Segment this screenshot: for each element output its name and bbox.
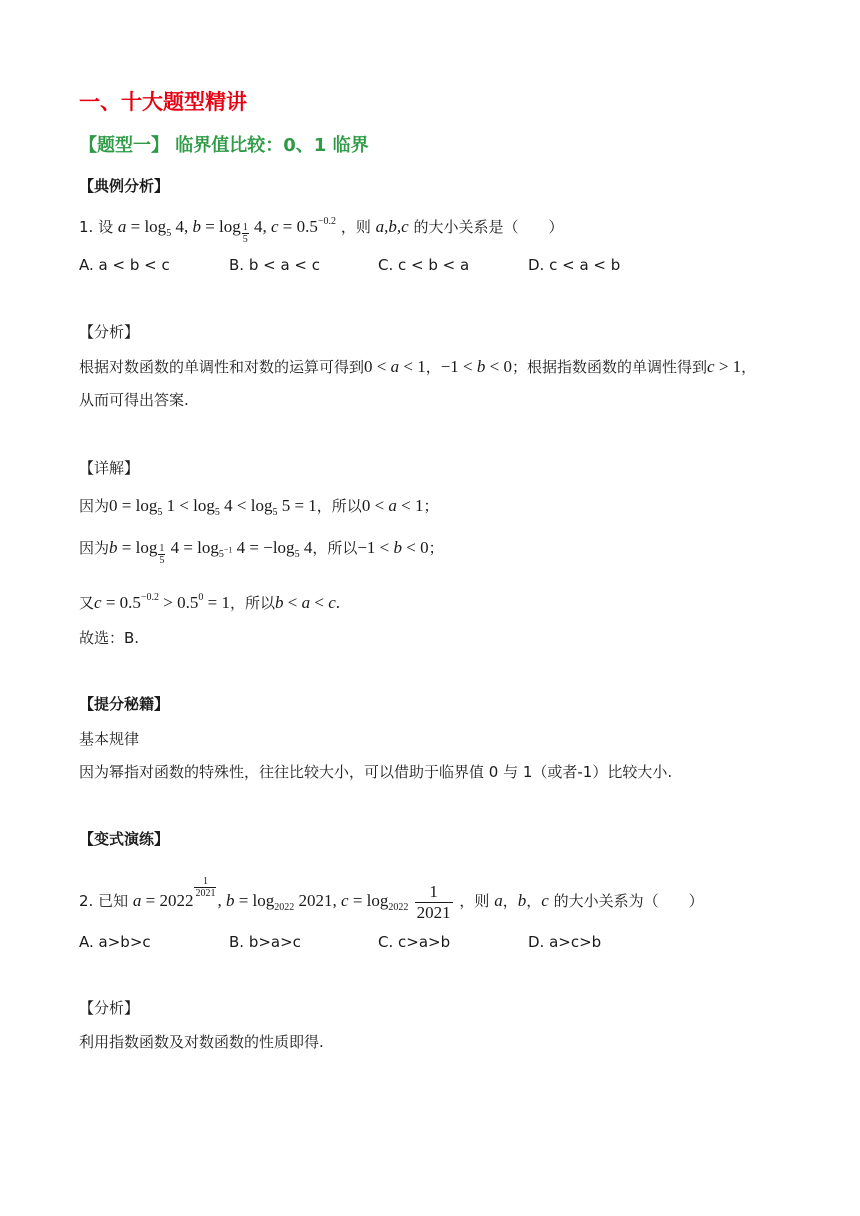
question-1: 1. 设 $a = \log_5 4$, b = log $\frac{1}{5}$ 4, $c = 0.5^{-0.2}$ ，则 a,b,c 的大小关系是（ ） <box>79 216 564 245</box>
section-analysis: 【分析】 <box>79 323 140 341</box>
question-1-prefix: 1. 设 <box>79 218 114 236</box>
question-1-formula: $a = \log_5 4$, b = log $\frac{1}{5}$ 4, $c = 0.5^{-0.2}$ <box>117 216 337 245</box>
question-type-title: 【题型一】 临界值比较：0、1 临界 <box>79 135 369 156</box>
q1-option-c[interactable]: C. c < b < a <box>378 256 470 274</box>
section-tips: 【提分秘籍】 <box>79 695 170 713</box>
chapter-heading: 一、十大题型精讲 <box>79 90 247 114</box>
q1-option-d[interactable]: D. c < a < b <box>528 256 621 274</box>
question-2-prefix: 2. 已知 <box>79 892 129 910</box>
question-2-formula: a = 2022 $\frac{1}{2021}$ , $b = \log_{2022} 2021$, $c = \log_{2022}$ $\frac{1}{2021}$ <box>132 876 451 922</box>
q2-option-d[interactable]: D. a>c>b <box>528 933 602 951</box>
detail-line-3: 又$c = 0.5^{-0.2} > 0.5^0 = 1$，所以b < a < c. <box>79 592 340 612</box>
detail-line-1: 因为$0 = \log_5 1 < \log_5 4 < \log_5 5 = 1$，所以0 < a < 1； <box>79 496 439 518</box>
section-example-analysis: 【典例分析】 <box>79 177 170 195</box>
section-detail: 【详解】 <box>79 459 140 477</box>
detail-line-2: 因为b = log $\frac{1}{5}$ $4 = \log_{5^{-1}} 4 = -\log_5$ 4，所以−1 < b < 0； <box>79 538 444 566</box>
q2-option-a[interactable]: A. a>b>c <box>79 933 151 951</box>
detail-line-4: 故选：B. <box>79 629 140 647</box>
question-2: 2. 已知 a = 2022 $\frac{1}{2021}$ , $b = \log_{2022} 2021$, $c = \log_{2022}$ $\frac{1}{2021}$ ，则 a，b，c 的大小关系为（ ） <box>79 876 704 922</box>
q2-option-c[interactable]: C. c>a>b <box>378 933 451 951</box>
tips-line-1: 基本规律 <box>79 730 140 748</box>
analysis-line-1: 根据对数函数的单调性和对数的运算可得到0 < a < 1，−1 < b < 0；根据指数函数的单调性得到c > 1， <box>79 357 757 376</box>
analysis-2-line-1: 利用指数函数及对数函数的性质即得. <box>79 1033 324 1051</box>
q1-option-b[interactable]: B. b < a < c <box>229 256 320 274</box>
tips-line-2: 因为幂指对函数的特殊性，往往比较大小，可以借助于临界值 0 与 1（或者-1）比较大小. <box>79 763 673 781</box>
q2-option-b[interactable]: B. b>a>c <box>229 933 301 951</box>
section-analysis-2: 【分析】 <box>79 999 140 1017</box>
section-practice: 【变式演练】 <box>79 830 170 848</box>
analysis-line-2: 从而可得出答案. <box>79 391 189 409</box>
q1-option-a[interactable]: A. a < b < c <box>79 256 170 274</box>
